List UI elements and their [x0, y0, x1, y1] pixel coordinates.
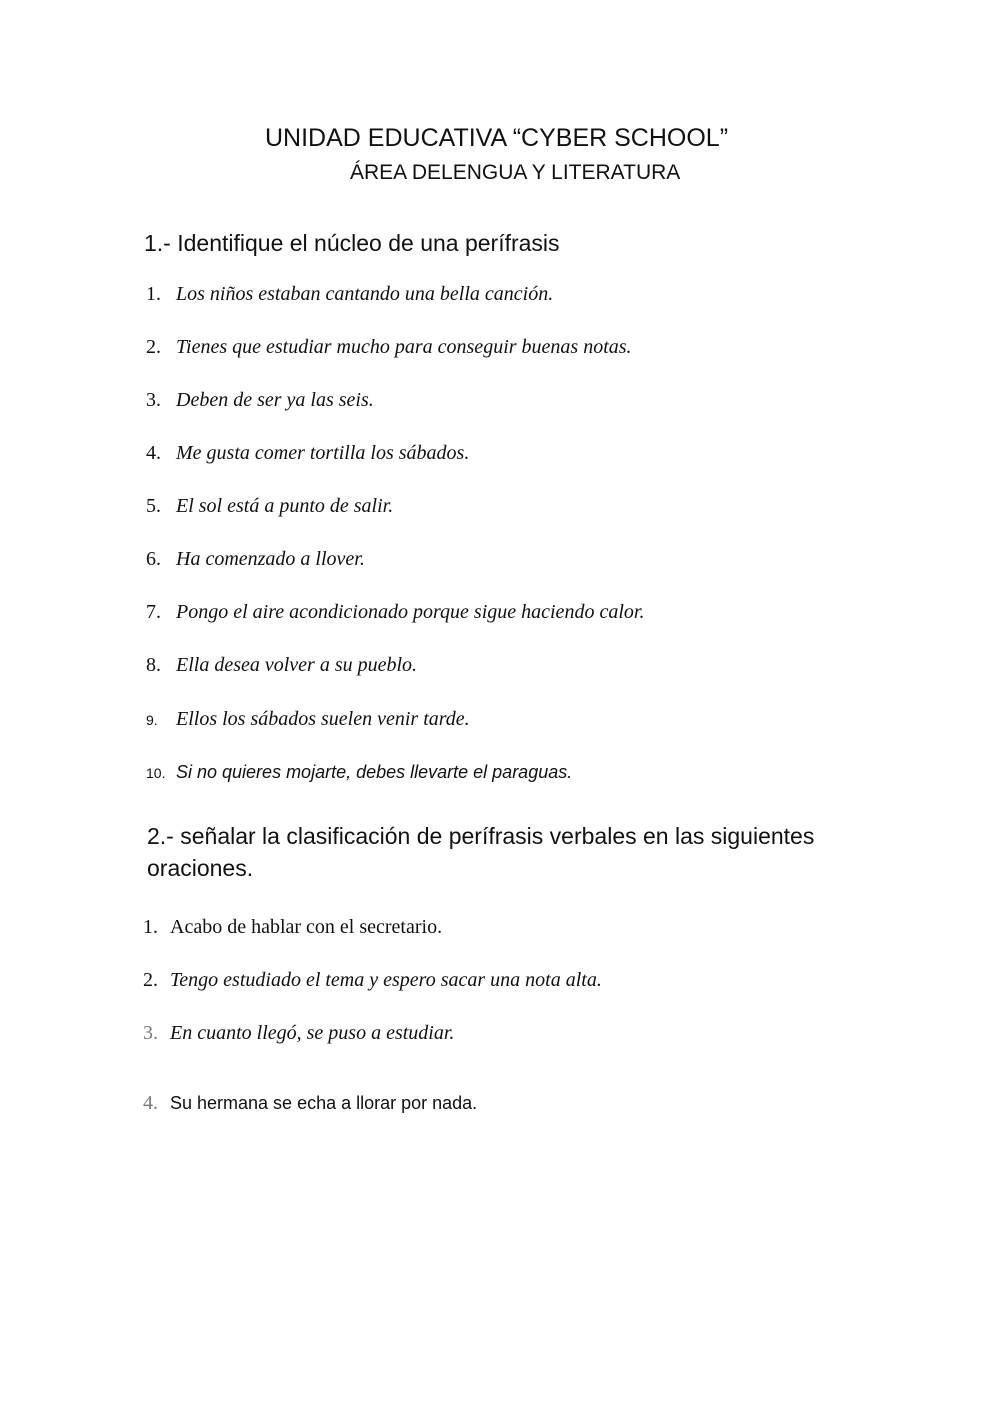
item-sentence: Ella desea volver a su pueblo.: [176, 654, 418, 676]
item-number: 6.: [146, 548, 161, 570]
item-number: 2.: [146, 336, 161, 358]
item-sentence: Acabo de hablar con el secretario.: [170, 916, 443, 938]
school-title: UNIDAD EDUCATIVA “CYBER SCHOOL”: [265, 124, 729, 152]
section-1-item-6: [146, 548, 365, 578]
item-sentence: Si no quieres mojarte, debes llevarte el paraguas.: [176, 762, 573, 782]
item-sentence: Tienes que estudiar mucho para conseguir buenas notas.: [176, 336, 632, 358]
area-title: ÁREA DELENGUA Y LITERATURA: [350, 161, 681, 184]
item-number: 5.: [146, 495, 161, 517]
section-1-item-1: [146, 283, 553, 313]
section-1-item-2: [146, 336, 632, 366]
item-sentence: El sol está a punto de salir.: [176, 495, 394, 517]
section-2-heading: 2.- señalar la clasificación de perífrasis verbales en las siguientes oraciones.: [147, 823, 815, 881]
section-1-item-3: [146, 389, 374, 419]
item-number: 1.: [143, 916, 158, 938]
section-2-item-1: [143, 916, 442, 946]
item-number: 1.: [146, 283, 161, 305]
section-1-item-7: [146, 601, 644, 631]
item-number: 7.: [146, 601, 161, 623]
section-1-item-9: [146, 708, 470, 738]
section-1-heading: 1.- Identifique el núcleo de una perífrasis: [144, 230, 560, 256]
item-sentence: Tengo estudiado el tema y espero sacar una nota alta.: [170, 969, 602, 991]
item-number: 2.: [143, 969, 158, 991]
item-number: 8.: [146, 654, 161, 676]
section-1-item-5: [146, 495, 393, 525]
section-1-item-8: [146, 654, 417, 684]
item-sentence: Me gusta comer tortilla los sábados.: [176, 442, 470, 464]
item-number: 4.: [143, 1092, 158, 1114]
item-sentence: Ellos los sábados suelen venir tarde.: [176, 708, 470, 730]
item-sentence: Pongo el aire acondicionado porque sigue haciendo calor.: [176, 601, 645, 623]
section-2-item-2: [143, 969, 602, 999]
item-sentence: Deben de ser ya las seis.: [176, 389, 374, 411]
section-2-item-3: [143, 1022, 454, 1052]
item-sentence: En cuanto llegó, se puso a estudiar.: [170, 1022, 455, 1044]
item-number: 3.: [146, 389, 161, 411]
item-number: 3.: [143, 1022, 158, 1044]
item-number: 10.: [146, 765, 166, 781]
section-2-item-4: [143, 1092, 477, 1122]
item-number: 9.: [146, 712, 158, 728]
item-sentence: Su hermana se echa a llorar por nada.: [170, 1093, 478, 1113]
item-sentence: Los niños estaban cantando una bella canción.: [176, 283, 554, 305]
item-number: 4.: [146, 442, 161, 464]
section-1-item-4: [146, 442, 469, 472]
item-sentence: Ha comenzado a llover.: [176, 548, 365, 570]
section-1-item-10: [146, 762, 572, 792]
